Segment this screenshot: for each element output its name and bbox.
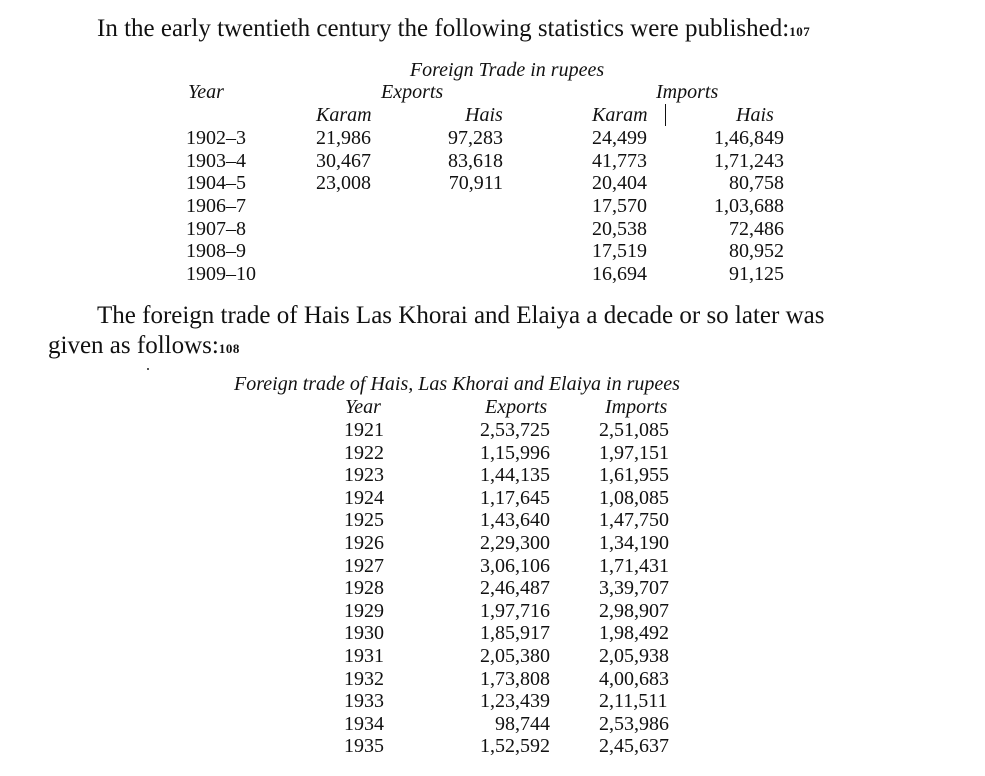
table2-year-cell: 1924 <box>344 486 384 509</box>
table2-imports-cell: 2,53,986 <box>599 712 669 735</box>
table2-exports-column <box>455 419 550 758</box>
table2-imports-cell: 1,34,190 <box>599 531 669 554</box>
table2-imports-header: Imports <box>605 396 668 418</box>
table1-year-cell: 1903–4 <box>186 149 246 172</box>
table1-imports-karam-cell: 17,570 <box>592 195 647 218</box>
footnote-ref-2: 108 <box>218 341 240 356</box>
table1-exports-karam-cell <box>316 195 371 218</box>
table1-imports-hais-cell: 91,125 <box>729 263 784 286</box>
table2-exports-cell: 1,23,439 <box>480 690 550 713</box>
table2-year-column <box>344 419 384 758</box>
table2-exports-cell: 3,06,106 <box>480 554 550 577</box>
table1-year-cell: 1904–5 <box>186 172 246 195</box>
table2-exports-cell: 1,85,917 <box>480 622 550 645</box>
table1-exports-hais-cell: 83,618 <box>448 149 503 172</box>
table1-imports-hais-column <box>690 127 784 286</box>
table1-imports-karam-cell: 17,519 <box>592 240 647 263</box>
subheader-imports-karam: Karam <box>592 104 648 126</box>
table1-exports-karam-cell <box>316 240 371 263</box>
table2-imports-column <box>599 419 669 758</box>
table1-year-cell: 1902–3 <box>186 127 246 149</box>
table2-exports-cell: 1,97,716 <box>480 599 550 622</box>
table1-exports-header: Exports <box>381 81 444 103</box>
table2-year-cell: 1935 <box>344 735 384 758</box>
table2-year-cell: 1921 <box>344 419 384 441</box>
table2-imports-cell: 1,71,431 <box>599 554 669 577</box>
table2-year-cell: 1926 <box>344 531 384 554</box>
table2-imports-cell: 1,61,955 <box>599 464 669 487</box>
table2-exports-cell: 2,53,725 <box>480 419 550 441</box>
table2-year-cell: 1934 <box>344 712 384 735</box>
table1-exports-hais-cell <box>420 218 503 241</box>
table1-exports-karam-cell: 21,986 <box>316 127 371 149</box>
table1-exports-hais-column <box>420 127 503 286</box>
table2-year-cell: 1929 <box>344 599 384 622</box>
table1-imports-header: Imports <box>656 81 719 103</box>
table1-imports-hais-cell: 80,952 <box>729 240 784 263</box>
subheader-exports-hais: Hais <box>465 104 503 126</box>
table1-imports-hais-cell: 1,03,688 <box>714 195 784 218</box>
table2-year-cell: 1928 <box>344 577 384 600</box>
table2-exports-cell: 1,73,808 <box>480 667 550 690</box>
table2-exports-cell: 1,17,645 <box>480 486 550 509</box>
subheader-imports-hais: Hais <box>736 104 774 126</box>
table1-year-cell: 1907–8 <box>186 217 246 240</box>
table1-imports-karam-cell: 20,404 <box>592 172 647 195</box>
table2-year-cell: 1922 <box>344 441 384 464</box>
paragraph-2-line-1: The foreign trade of Hais Las Khorai and Elaiya a decade or so later was <box>97 302 825 329</box>
table2-imports-cell: 2,45,637 <box>599 735 669 758</box>
table1-imports-karam-cell: 16,694 <box>592 263 647 286</box>
table2-year-cell: 1933 <box>344 690 384 713</box>
table2-year-cell: 1930 <box>344 622 384 645</box>
table1-exports-karam-cell <box>316 263 371 286</box>
table2-year-cell: 1931 <box>344 644 384 667</box>
table2-imports-cell: 3,39,707 <box>599 577 669 600</box>
table2-exports-cell: 1,43,640 <box>480 509 550 532</box>
table2-imports-cell: 1,08,085 <box>599 486 669 509</box>
table1-imports-karam-cell: 24,499 <box>592 127 647 149</box>
subheader-exports-karam: Karam <box>316 104 372 126</box>
table2-year-cell: 1932 <box>344 667 384 690</box>
table2-year-cell: 1927 <box>344 554 384 577</box>
table2-exports-header: Exports <box>485 396 548 418</box>
table1-exports-hais-cell: 97,283 <box>448 127 503 149</box>
table2-year-cell: 1923 <box>344 464 384 487</box>
text-cursor <box>665 104 666 126</box>
intro-text: In the early twentieth century the following statistics were published: <box>97 15 790 42</box>
table1-title: Foreign Trade in rupees <box>409 59 605 81</box>
table2-imports-cell: 2,11,511 <box>599 690 668 713</box>
table1-exports-karam-column <box>316 127 371 286</box>
table1-year-cell: 1908–9 <box>186 240 246 263</box>
table2-imports-cell: 2,05,938 <box>599 644 669 667</box>
table1-year-header: Year <box>188 81 224 103</box>
table2-imports-cell: 1,47,750 <box>599 509 669 532</box>
table2-exports-cell: 1,44,135 <box>480 464 550 487</box>
paragraph-2-text: given as follows: <box>48 332 219 359</box>
table2-exports-cell: 98,744 <box>495 712 550 735</box>
table2-title: Foreign trade of Hais, Las Khorai and Elaiya in rupees <box>234 373 680 395</box>
speck <box>147 368 149 370</box>
table1-exports-karam-cell: 30,467 <box>316 149 371 172</box>
footnote-ref: 107 <box>789 24 811 39</box>
table1-exports-karam-cell <box>316 218 371 241</box>
table2-exports-cell: 2,46,487 <box>480 577 550 600</box>
table1-exports-hais-cell <box>420 195 503 218</box>
table1-year-cell: 1906–7 <box>186 195 246 218</box>
table2-year-header: Year <box>345 396 381 418</box>
table2-imports-cell: 2,51,085 <box>599 419 669 441</box>
table1-imports-karam-cell: 20,538 <box>592 217 647 240</box>
table2-year-cell: 1925 <box>344 509 384 532</box>
table1-imports-hais-cell: 1,46,849 <box>714 127 784 149</box>
table2-imports-cell: 1,98,492 <box>599 622 669 645</box>
table1-imports-hais-cell: 1,71,243 <box>714 149 784 172</box>
table1-imports-hais-cell: 80,758 <box>729 172 784 195</box>
table2-imports-cell: 1,97,151 <box>599 441 669 464</box>
table1-exports-hais-cell: 70,911 <box>448 172 503 195</box>
table2-exports-cell: 2,29,300 <box>480 531 550 554</box>
table1-exports-hais-cell <box>420 240 503 263</box>
table2-exports-cell: 2,05,380 <box>480 644 550 667</box>
table1-imports-hais-cell: 72,486 <box>729 217 784 240</box>
table2-imports-cell: 2,98,907 <box>599 599 669 622</box>
table2-exports-cell: 1,15,996 <box>480 441 550 464</box>
table1-year-cell: 1909–10 <box>186 263 256 286</box>
table1-imports-karam-cell: 41,773 <box>592 149 647 172</box>
table2-exports-cell: 1,52,592 <box>480 735 550 758</box>
intro-paragraph <box>97 14 810 47</box>
table1-imports-karam-column <box>592 127 647 286</box>
table1-year-column <box>186 127 256 286</box>
table1-exports-karam-cell: 23,008 <box>316 172 371 195</box>
table2-imports-cell: 4,00,683 <box>599 667 669 690</box>
paragraph-2-line-2 <box>48 331 240 364</box>
table1-exports-hais-cell <box>420 263 503 286</box>
